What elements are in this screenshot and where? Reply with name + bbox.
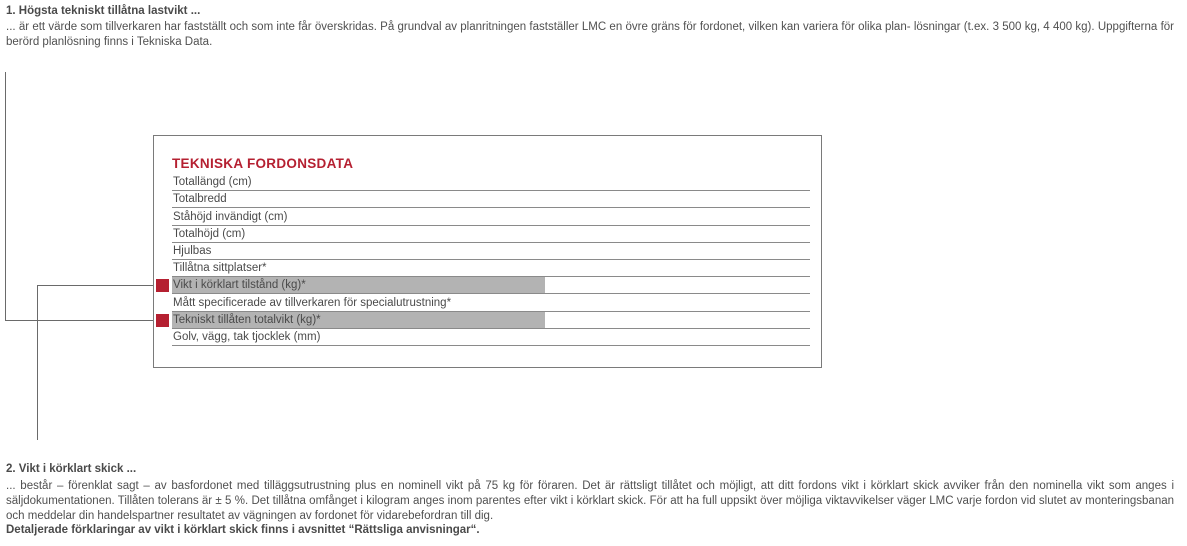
row-label: Totalbredd [173, 193, 227, 205]
marker-total-weight [156, 314, 169, 327]
section2-text: ... består – förenklat sagt – av basfordonet med tilläggsutrustning plus en nominell vikt på 75 kg för föraren. Det är rättsligt tillåtet och möjligt, att ditt fordons vikt i körklart skick avviker från den nominella vikt som anges i säljdokumentationen. Tillåten tolerans är ± 5 %. Det tillåtna omfånget i kilogram anges inom parentes efter vikt i körklart skick. För att ha full uppsikt över möjliga viktavvikelser väger LMC varje fordon vid slutet av monteringsbanan och meddelar din handelspartner resultatet av vägningen av fordonet för vidarebefordran till dig. [6, 480, 1174, 522]
table-row-highlighted [172, 277, 810, 294]
table-row [172, 329, 810, 346]
row-label: Mått specificerade av tillverkaren för specialutrustning* [173, 297, 452, 309]
row-label: Golv, vägg, tak tjocklek (mm) [173, 331, 321, 343]
marker-curb-weight [156, 279, 169, 292]
table-row [172, 191, 810, 208]
table-row [172, 226, 810, 243]
table-row [172, 260, 810, 277]
table-row [172, 243, 810, 260]
row-label: Tekniskt tillåten totalvikt (kg)* [173, 314, 321, 326]
section2-heading: 2. Vikt i körklart skick ... [6, 463, 137, 475]
connector-1-vertical [5, 72, 6, 321]
row-label: Vikt i körklart tilstånd (kg)* [173, 279, 306, 291]
section2-note: Detaljerade förklaringar av vikt i körklart skick finns i avsnittet “Rättsliga anvisningar“. [6, 524, 480, 536]
row-label: Ståhöjd invändigt (cm) [173, 211, 288, 223]
row-label: Tillåtna sittplatser* [173, 262, 267, 274]
connector-2-vertical [37, 285, 38, 440]
section1-text: ... är ett värde som tillverkaren har fastställt och som inte får överskridas. På grundval av planritningen fastställer LMC en övre gräns för fordonet, vilken kan variera för olika plan- lösningar (t.ex. 3 500 kg, 4 400 kg). Uppgifterna för berörd planlösning finns i Tekniska Data. [6, 21, 1174, 48]
table-row [172, 295, 810, 312]
table-title: TEKNISKA FORDONSDATA [172, 156, 354, 171]
section1-heading: 1. Högsta tekniskt tillåtna lastvikt ... [6, 5, 201, 17]
connector-1-horizontal [5, 320, 156, 321]
row-label: Hjulbas [173, 245, 212, 257]
table-row [172, 174, 810, 191]
connector-2-horizontal [37, 285, 156, 286]
table-row [172, 209, 810, 226]
row-label: Totallängd (cm) [173, 176, 252, 188]
row-label: Totalhöjd (cm) [173, 228, 246, 240]
table-row-highlighted [172, 312, 810, 329]
